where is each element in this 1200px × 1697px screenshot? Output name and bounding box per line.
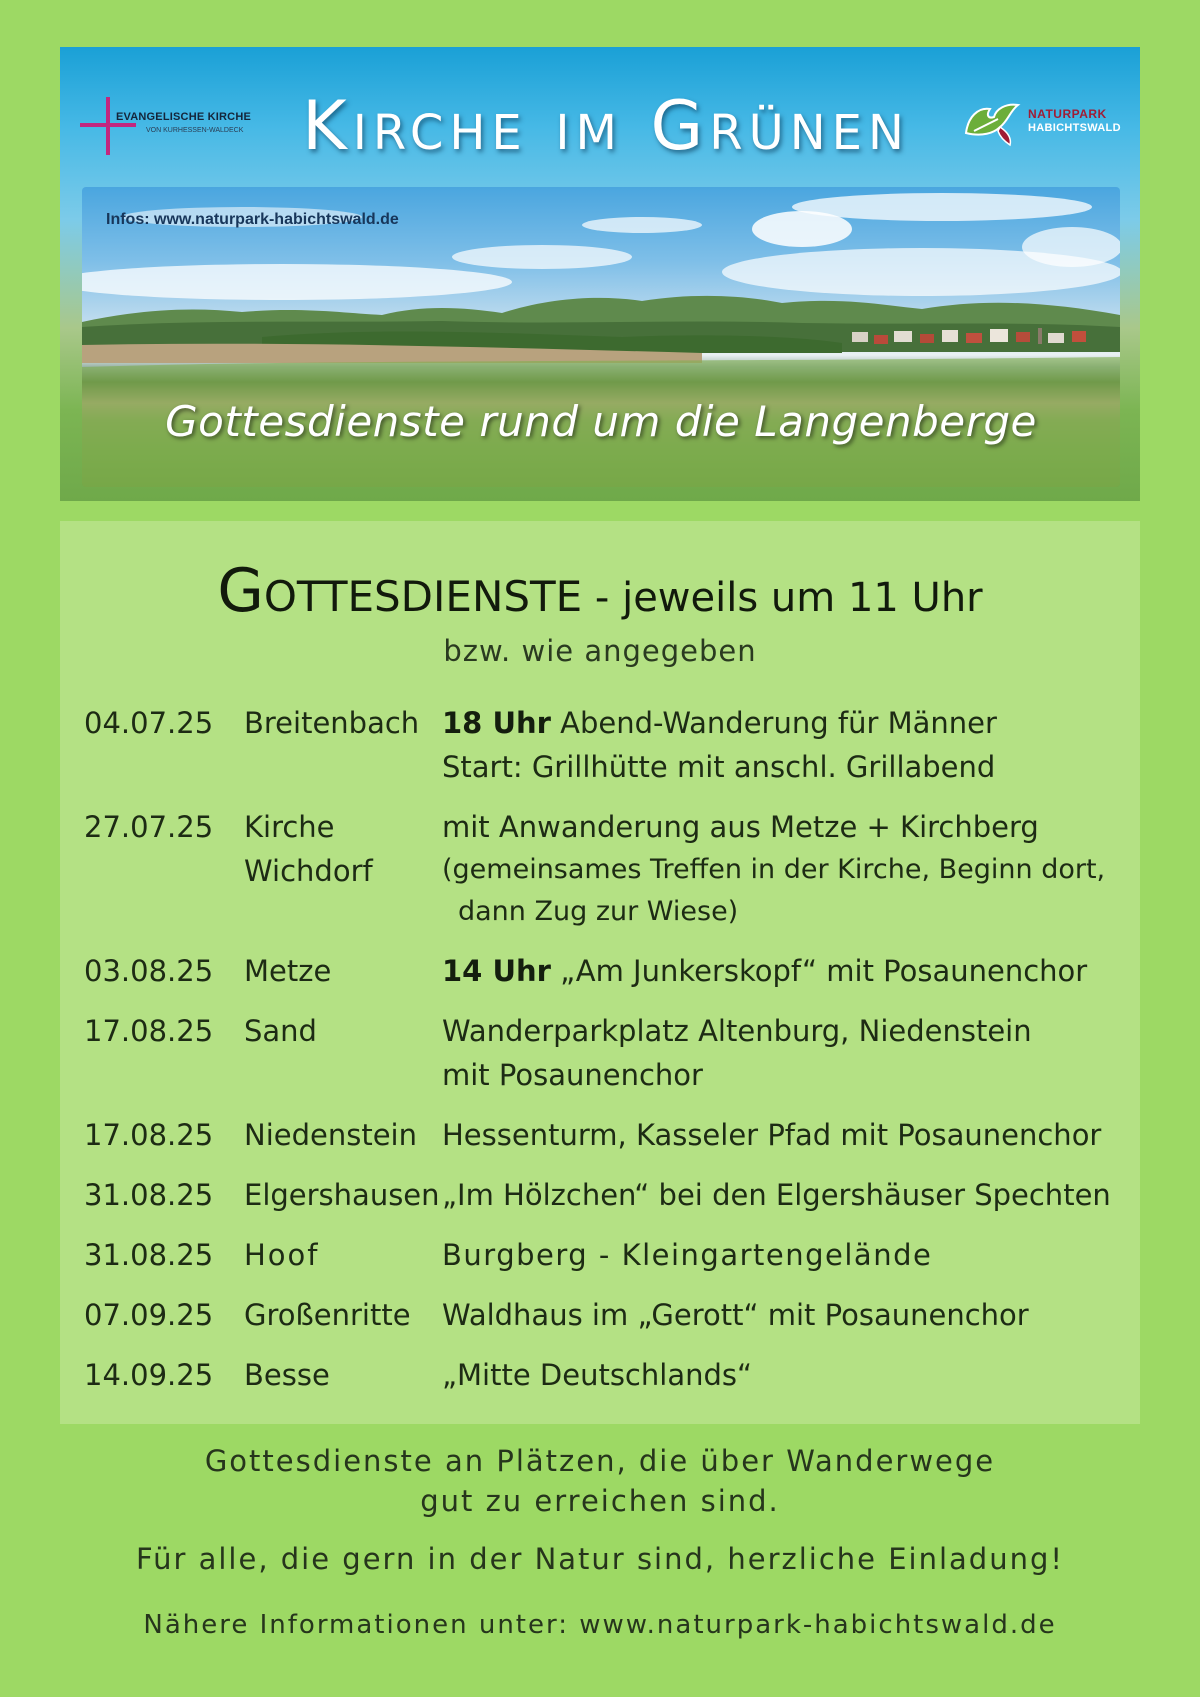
event-place: Großenritte: [244, 1298, 411, 1332]
landscape-photo: [82, 187, 1120, 487]
event-description: Hessenturm, Kasseler Pfad mit Posaunenchor: [442, 1118, 1102, 1152]
church-logo: [80, 97, 250, 159]
naturpark-logo: [960, 97, 1130, 157]
footer-more-info: Nähere Informationen unter: www.naturpark-habichtswald.de: [143, 1610, 1057, 1640]
event-place: Kirche Wichdorf: [244, 810, 373, 888]
event-date: 07.09.25: [84, 1298, 214, 1332]
event-place: Hoof: [244, 1238, 320, 1272]
event-date: 04.07.25: [84, 706, 214, 740]
event-date: 14.09.25: [84, 1358, 214, 1392]
event-description: Waldhaus im „Gerott“ mit Posaunenchor: [442, 1298, 1029, 1332]
event-description: „Mitte Deutschlands“: [442, 1358, 753, 1392]
event-description: Wanderparkplatz Altenburg, Niedenstein mit Posaunenchor: [442, 1014, 1032, 1092]
event-description: mit Anwanderung aus Metze + Kirchberg (gemeinsames Treffen in der Kirche, Beginn dort, dann Zug zur Wiese): [442, 810, 1106, 927]
event-date: 17.08.25: [84, 1118, 214, 1152]
event-time: 14 Uhr: [442, 954, 551, 988]
footer-line-1: Gottesdienste an Plätzen, die über Wanderwege: [204, 1444, 996, 1478]
event-description: Burgberg - Kleingartengelände: [442, 1238, 933, 1272]
event-place: Besse: [244, 1358, 330, 1392]
event-date: 27.07.25: [84, 810, 214, 844]
banner-subtitle: Gottesdienste rund um die Langenberge: [165, 397, 1037, 446]
naturpark-logo-line2: HABICHTSWALD: [1028, 122, 1121, 134]
event-place: Elgershausen: [244, 1178, 440, 1212]
event-place: Sand: [244, 1014, 317, 1048]
event-place: Niedenstein: [244, 1118, 417, 1152]
schedule-subheading: bzw. wie angegeben: [443, 634, 757, 668]
event-place: Breitenbach: [244, 706, 420, 740]
church-logo-line1: EVANGELISCHE KIRCHE: [116, 111, 251, 123]
event-place: Metze: [244, 954, 332, 988]
schedule-heading: [60, 556, 1140, 626]
infos-url: Infos: www.naturpark-habichtswald.de: [106, 211, 399, 228]
footer-invitation: Für alle, die gern in der Natur sind, herzliche Einladung!: [135, 1542, 1064, 1576]
header-banner: [60, 47, 1140, 501]
schedule-box: [60, 521, 1140, 1424]
event-date: 31.08.25: [84, 1178, 214, 1212]
event-date: 17.08.25: [84, 1014, 214, 1048]
church-logo-line2: VON KURHESSEN-WALDECK: [146, 127, 244, 134]
page-title: Kirche im Grünen: [302, 87, 910, 166]
event-date: 03.08.25: [84, 954, 214, 988]
bird-leaf-icon: [960, 97, 1026, 153]
event-description: 14 Uhr „Am Junkerskopf“ mit Posaunenchor: [442, 954, 1088, 988]
schedule-heading-time: - jeweils um 11 Uhr: [582, 575, 983, 621]
event-description: 18 Uhr Abend-Wanderung für Männer Start: Grillhütte mit anschl. Grillabend: [442, 706, 997, 784]
naturpark-logo-line1: NATURPARK: [1028, 107, 1107, 121]
event-date: 31.08.25: [84, 1238, 214, 1272]
event-time: 18 Uhr: [442, 706, 551, 740]
schedule-heading-main: Gottesdienste: [217, 556, 583, 626]
event-description: „Im Hölzchen“ bei den Elgershäuser Spechten: [442, 1178, 1111, 1212]
footer-line-2: gut zu erreichen sind.: [420, 1484, 780, 1518]
